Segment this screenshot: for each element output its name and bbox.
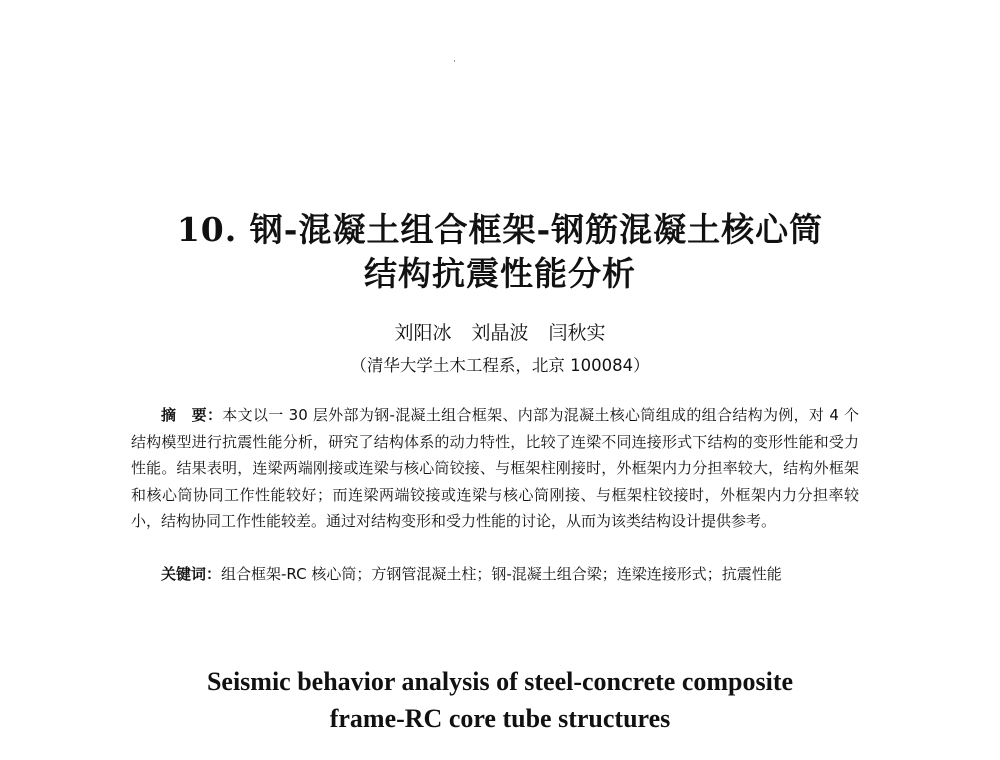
scan-mark: ˙	[452, 60, 457, 71]
english-title-line-1: Seismic behavior analysis of steel-concrete composite	[206, 667, 794, 696]
english-title-line-2: frame-RC core tube structures	[329, 704, 671, 733]
abstract-label: 摘 要：	[161, 406, 223, 424]
abstract	[131, 402, 859, 535]
abstract-text: 本文以一 30 层外部为钢-混凝土组合框架、内部为混凝土核心筒组成的组合结构为例，对 4 个结构模型进行抗震性能分析，研究了结构体系的动力特性，比较了连梁不同连接形式下结构的变形性能和受力性能。结果表明，连梁两端刚接或连梁与核心筒铰接、与框架柱刚接时，外框架内力分担率较大，结构外框架和核心筒协同工作性能较好；而连梁两端铰接或连梁与核心筒刚接、与框架柱铰接时，外框架内力分担率较小，结构协同工作性能较差。通过对结构变形和受力性能的讨论，从而为该类结构设计提供参考。	[131, 406, 859, 531]
chinese-title-line-1: 10. 钢-混凝土组合框架-钢筋混凝土核心筒	[176, 210, 824, 249]
keywords	[131, 561, 859, 588]
keywords-label: 关键词：	[161, 565, 222, 583]
authors: 刘阳冰 刘晶波 闫秋实	[394, 322, 606, 344]
affiliation: （清华大学土木工程系，北京 100084）	[350, 356, 650, 375]
chinese-title-line-2: 结构抗震性能分析	[364, 254, 636, 293]
keywords-text: 组合框架-RC 核心筒；方钢管混凝土柱；钢-混凝土组合梁；连梁连接形式；抗震性能	[221, 565, 782, 583]
